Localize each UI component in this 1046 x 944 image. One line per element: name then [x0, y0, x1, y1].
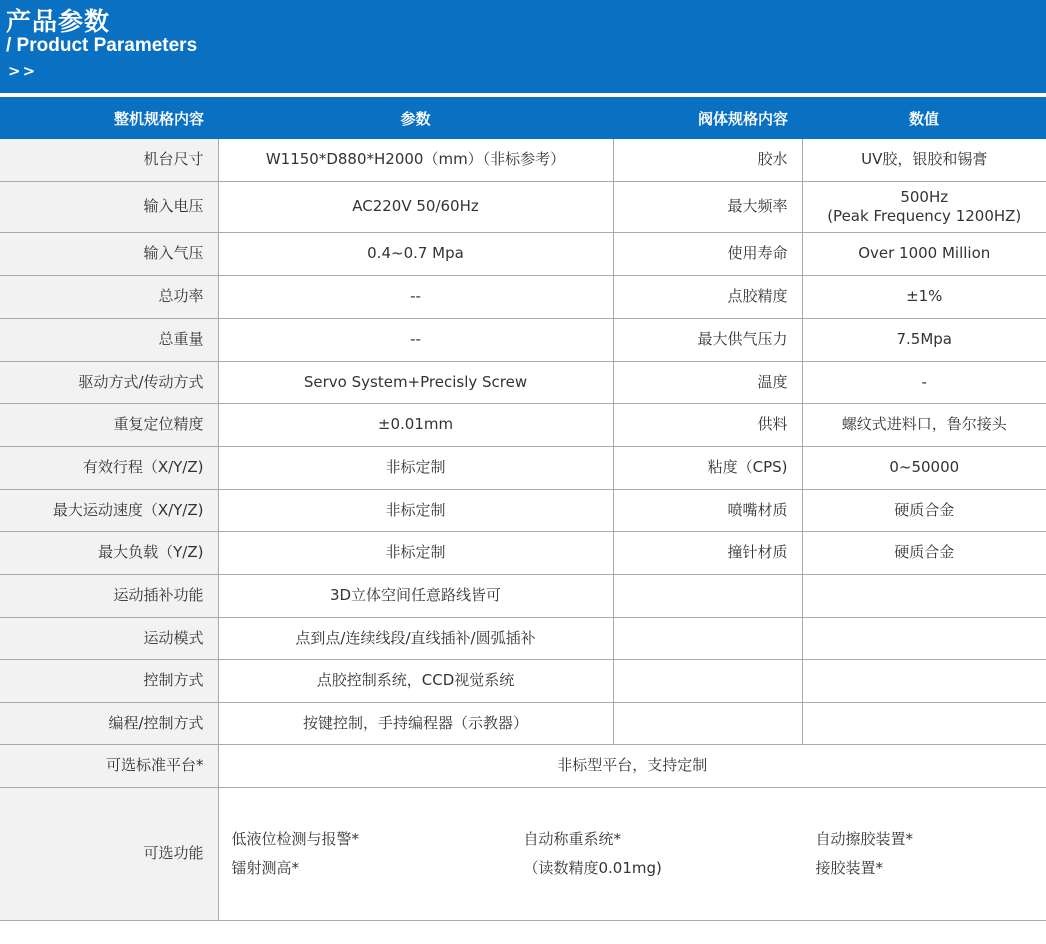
valve-spec-value	[802, 659, 1046, 702]
machine-spec-value: W1150*D880*H2000（mm）（非标参考）	[218, 139, 613, 181]
table-row-options	[0, 787, 1046, 920]
valve-spec-value: 0~50000	[802, 446, 1046, 489]
table-row	[0, 361, 1046, 403]
table-row	[0, 489, 1046, 531]
machine-spec-label: 运动插补功能	[0, 574, 218, 617]
machine-spec-label: 运动模式	[0, 617, 218, 659]
option-item: 接胶装置*	[815, 858, 884, 877]
machine-spec-value: --	[218, 318, 613, 361]
valve-spec-label	[613, 617, 802, 659]
option-item: 镭射测高*	[231, 858, 300, 877]
machine-spec-label: 输入气压	[0, 232, 218, 275]
machine-spec-value: --	[218, 275, 613, 318]
page-title: 产品参数	[6, 7, 111, 36]
platform-label: 可选标准平台*	[0, 744, 218, 787]
valve-spec-value: 硬质合金	[802, 489, 1046, 531]
machine-spec-label: 编程/控制方式	[0, 702, 218, 744]
machine-spec-label: 最大运动速度（X/Y/Z)	[0, 489, 218, 531]
valve-spec-label: 温度	[613, 361, 802, 403]
valve-spec-value: 螺纹式进料口，鲁尔接头	[802, 403, 1046, 446]
valve-spec-label: 最大频率	[613, 181, 802, 232]
table-row	[0, 574, 1046, 617]
column-header-machine-spec: 整机规格内容	[0, 97, 218, 139]
machine-spec-value: 点到点/连续线段/直线插补/圆弧插补	[218, 617, 613, 659]
valve-spec-value: UV胶，银胶和锡膏	[802, 139, 1046, 181]
table-row	[0, 702, 1046, 744]
table-row	[0, 403, 1046, 446]
machine-spec-value: 3D立体空间任意路线皆可	[218, 574, 613, 617]
valve-spec-value: -	[802, 361, 1046, 403]
options-label: 可选功能	[0, 787, 218, 920]
column-header-parameter: 参数	[218, 97, 613, 139]
valve-spec-value: Over 1000 Million	[802, 232, 1046, 275]
machine-spec-value: 非标定制	[218, 489, 613, 531]
platform-value: 非标型平台，支持定制	[218, 744, 1046, 787]
machine-spec-value: AC220V 50/60Hz	[218, 181, 613, 232]
table-row	[0, 232, 1046, 275]
page-subtitle: / Product Parameters	[6, 35, 198, 56]
options-cell	[218, 787, 1046, 920]
valve-spec-value	[802, 574, 1046, 617]
valve-spec-label: 最大供气压力	[613, 318, 802, 361]
table-header-row	[0, 97, 1046, 139]
machine-spec-value: 非标定制	[218, 531, 613, 574]
column-header-value: 数值	[802, 97, 1046, 139]
valve-spec-label: 喷嘴材质	[613, 489, 802, 531]
valve-spec-label	[613, 574, 802, 617]
machine-spec-label: 总功率	[0, 275, 218, 318]
table-row	[0, 617, 1046, 659]
machine-spec-label: 最大负载（Y/Z)	[0, 531, 218, 574]
valve-spec-label: 胶水	[613, 139, 802, 181]
option-item: 自动称重系统*	[523, 829, 622, 848]
options-list	[219, 830, 1046, 878]
machine-spec-label: 有效行程（X/Y/Z)	[0, 446, 218, 489]
table-row	[0, 275, 1046, 318]
parameters-table	[0, 97, 1046, 921]
table-row	[0, 318, 1046, 361]
valve-spec-label: 粘度（CPS)	[613, 446, 802, 489]
valve-spec-label: 点胶精度	[613, 275, 802, 318]
valve-spec-value	[802, 617, 1046, 659]
machine-spec-value: ±0.01mm	[218, 403, 613, 446]
machine-spec-value: 按键控制，手持编程器（示教器）	[218, 702, 613, 744]
machine-spec-value: 0.4~0.7 Mpa	[218, 232, 613, 275]
table-row	[0, 659, 1046, 702]
option-item: 低液位检测与报警*	[231, 829, 360, 848]
machine-spec-value: Servo System+Precisly Screw	[218, 361, 613, 403]
machine-spec-label: 重复定位精度	[0, 403, 218, 446]
machine-spec-label: 机台尺寸	[0, 139, 218, 181]
machine-spec-label: 控制方式	[0, 659, 218, 702]
table-row	[0, 531, 1046, 574]
valve-spec-label: 撞针材质	[613, 531, 802, 574]
option-item: 自动擦胶装置*	[815, 829, 914, 848]
valve-spec-label	[613, 702, 802, 744]
option-item: （读数精度0.01mg)	[523, 858, 662, 877]
valve-spec-label: 使用寿命	[613, 232, 802, 275]
valve-spec-value	[802, 702, 1046, 744]
valve-spec-value: ±1%	[802, 275, 1046, 318]
machine-spec-value: 点胶控制系统，CCD视觉系统	[218, 659, 613, 702]
header-banner	[0, 0, 1046, 93]
table-row	[0, 446, 1046, 489]
valve-spec-value: 500Hz (Peak Frequency 1200HZ)	[802, 181, 1046, 232]
valve-spec-value: 7.5Mpa	[802, 318, 1046, 361]
machine-spec-label: 总重量	[0, 318, 218, 361]
table-row	[0, 181, 1046, 232]
valve-spec-label: 供料	[613, 403, 802, 446]
machine-spec-label: 输入电压	[0, 181, 218, 232]
table-row	[0, 139, 1046, 181]
double-chevron-right-icon: >>	[8, 62, 38, 80]
machine-spec-value: 非标定制	[218, 446, 613, 489]
machine-spec-label: 驱动方式/传动方式	[0, 361, 218, 403]
valve-spec-value: 硬质合金	[802, 531, 1046, 574]
valve-spec-label	[613, 659, 802, 702]
table-row-platform	[0, 744, 1046, 787]
column-header-valve-spec: 阀体规格内容	[613, 97, 802, 139]
